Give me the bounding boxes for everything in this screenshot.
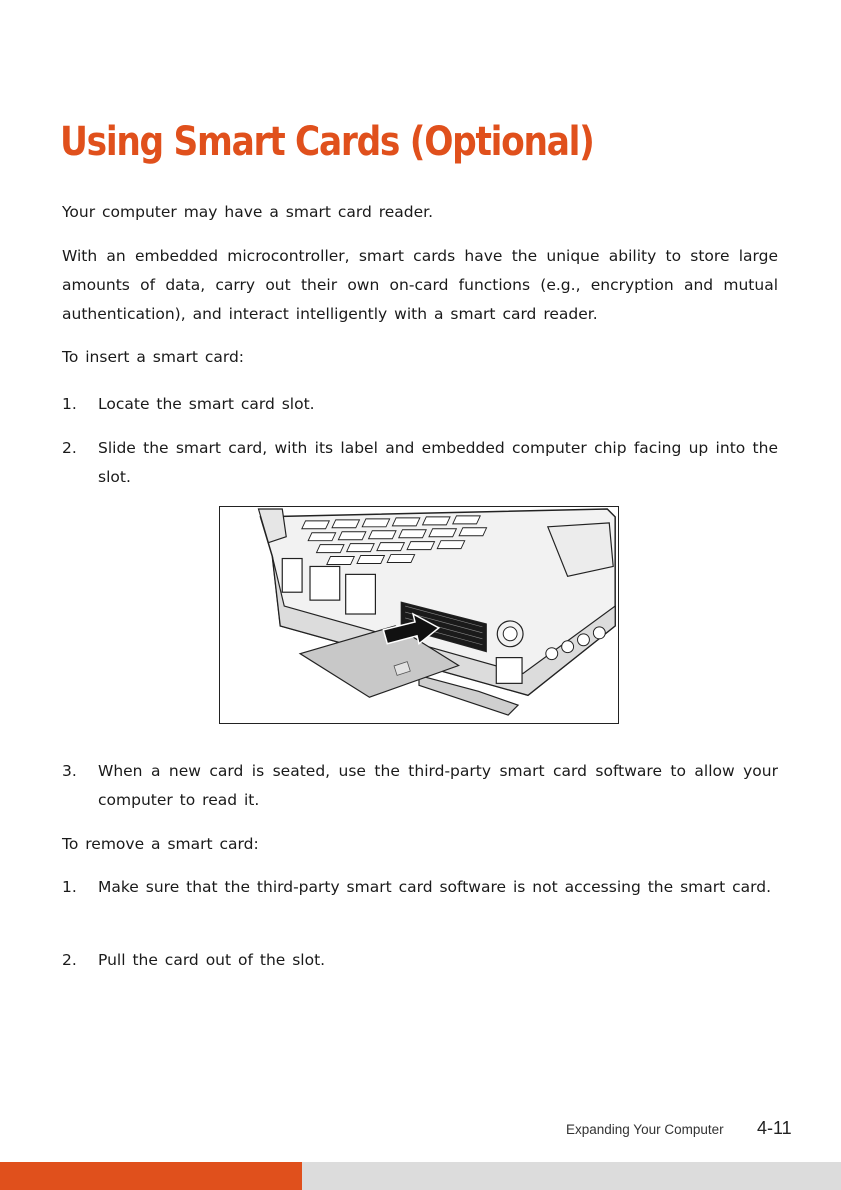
insert-step-1 xyxy=(62,390,778,419)
step-text: Slide the smart card, with its label and embedded computer chip facing up into the slot. xyxy=(98,439,778,486)
step-text: Make sure that the third-party smart card software is not accessing the smart card. xyxy=(98,878,772,896)
footer-grey-bar xyxy=(302,1162,841,1190)
step-number: 3. xyxy=(62,762,77,780)
step-number: 1. xyxy=(62,878,77,896)
step-number: 1. xyxy=(62,395,77,413)
insert-step-3 xyxy=(62,757,778,815)
step-number: 2. xyxy=(62,951,77,969)
insert-step-2 xyxy=(62,434,778,492)
remove-step-2 xyxy=(62,946,778,975)
footer-page-number: 4-11 xyxy=(757,1118,792,1138)
step-text: Locate the smart card slot. xyxy=(98,395,315,413)
intro-paragraph: Your computer may have a smart card reader. xyxy=(62,203,434,221)
insert-heading: To insert a smart card: xyxy=(62,348,245,366)
step-number: 2. xyxy=(62,439,77,457)
remove-heading: To remove a smart card: xyxy=(62,835,259,853)
footer-section-name: Expanding Your Computer xyxy=(566,1122,724,1137)
smart-card-insertion-illustration xyxy=(219,506,619,724)
footer-accent-bar xyxy=(0,1162,302,1190)
laptop-smart-card-slot-drawing xyxy=(220,507,618,723)
step-text: Pull the card out of the slot. xyxy=(98,951,326,969)
remove-step-1 xyxy=(62,873,778,902)
step-text: When a new card is seated, use the third-party smart card software to allow your computer to read it. xyxy=(98,762,778,809)
page-title: Using Smart Cards (Optional) xyxy=(60,119,594,165)
description-paragraph: With an embedded microcontroller, smart cards have the unique ability to store large amounts of data, carry out their own on-card functions (e.g., encryption and mutual authentication), and interact intelligently with a smart card reader. xyxy=(62,247,778,323)
